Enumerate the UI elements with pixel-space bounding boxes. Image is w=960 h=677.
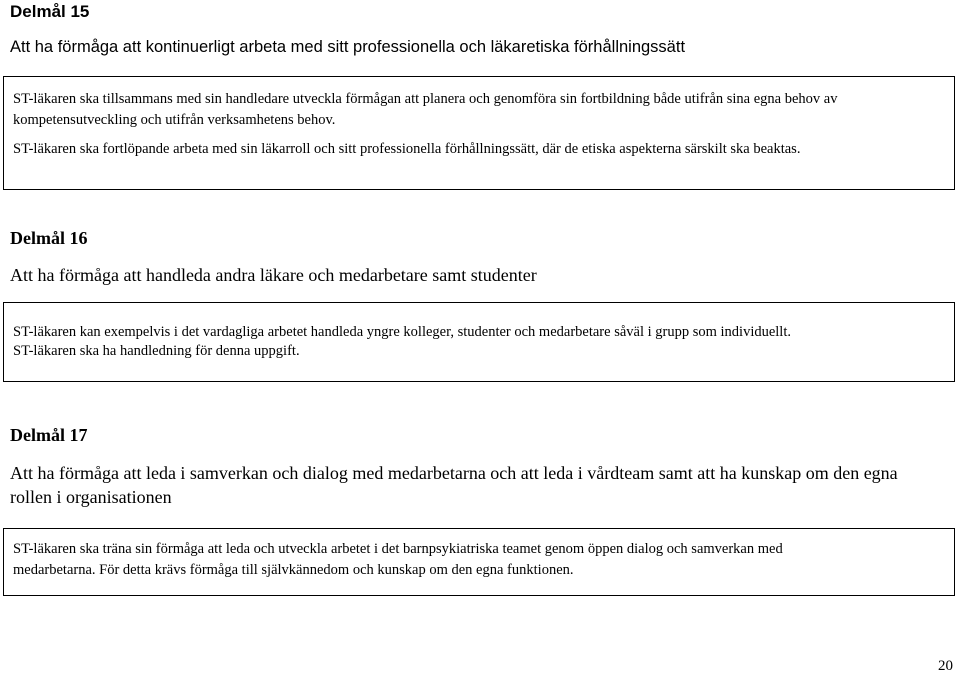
section-16-heading: Delmål 16 (10, 228, 88, 248)
section-16-description-box (3, 302, 955, 382)
section-17-paragraph-line-1: ST-läkaren ska träna sin förmåga att leda och utveckla arbetet i det barnpsykiatriska teamet genom öppen dialog och samverkan med (13, 541, 783, 557)
section-15-description-box (3, 76, 955, 190)
section-17-goal-line-1: Att ha förmåga att leda i samverkan och dialog med medarbetarna och att leda i vårdteam samt att ha kunskap om den egna (10, 463, 898, 483)
section-15-heading: Delmål 15 (10, 2, 90, 21)
section-15-paragraph-2: ST-läkaren ska fortlöpande arbeta med sin läkarroll och sitt professionella förhållningssätt, där de etiska aspekterna särskilt ska beaktas. (13, 141, 801, 157)
section-17-description-box (3, 528, 955, 596)
section-17-heading: Delmål 17 (10, 425, 88, 445)
section-17-goal (10, 461, 950, 509)
section-17-paragraph-line-2: medarbetarna. För detta krävs förmåga till självkännedom och kunskap om den egna funktionen. (13, 562, 574, 578)
section-16-paragraph-1: ST-läkaren kan exempelvis i det vardagliga arbetet handleda yngre kolleger, studenter och medarbetare såväl i grupp som individuellt. (13, 324, 791, 340)
section-16-paragraph-2: ST-läkaren ska ha handledning för denna uppgift. (13, 343, 300, 359)
section-16-goal: Att ha förmåga att handleda andra läkare och medarbetare samt studenter (10, 265, 537, 285)
page-number: 20 (938, 658, 953, 674)
section-15-paragraph-1: ST-läkaren ska tillsammans med sin handledare utveckla förmågan att planera och genomföra sin fortbildning både utifrån sina egna behov av kompetensutveckling och utifrån verksamhetens behov. (13, 91, 838, 128)
section-15-goal: Att ha förmåga att kontinuerligt arbeta med sitt professionella och läkaretiska förhållningssätt (10, 38, 686, 56)
section-17-goal-line-2: rollen i organisationen (10, 487, 172, 507)
